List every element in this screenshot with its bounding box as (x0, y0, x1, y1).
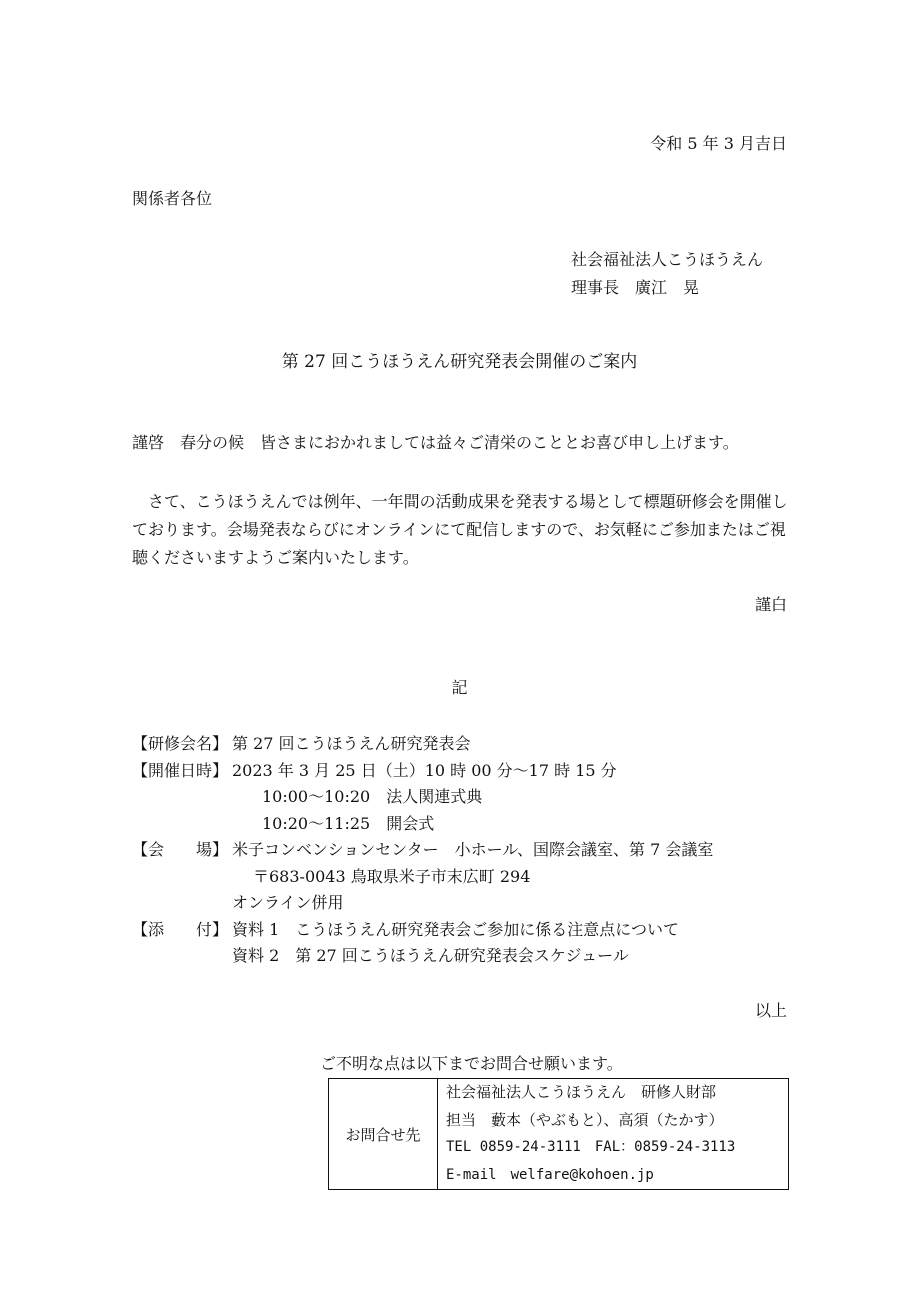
contact-phone: TEL 0859-24-3111 FAL：0859-24-3113 (446, 1139, 736, 1155)
event-name-label: 【研修会名】 (132, 734, 229, 753)
ijo-closing: 以上 (754, 1001, 787, 1020)
event-datetime-value: 2023 年 3 月 25 日（土）10 時 00 分～17 時 15 分 (232, 760, 617, 780)
sender-block (571, 246, 763, 302)
venue-online: オンライン併用 (232, 893, 344, 912)
document-date: 令和 5 年 3 月吉日 (650, 134, 787, 153)
venue-label: 【会 場】 (132, 840, 229, 859)
attachment-row (132, 917, 713, 944)
contact-organization: 社会福祉法人こうほうえん 研修人財部 (446, 1083, 717, 1101)
schedule-item: 10:20～11:25 開会式 (262, 813, 435, 833)
document-title: 第 27 回こうほうえん研究発表会開催のご案内 (281, 352, 638, 372)
contact-table (328, 1078, 789, 1190)
ki-heading: 記 (451, 678, 468, 697)
attachment-1: 資料 1 こうほうえん研究発表会ご参加に係る注意点について (232, 919, 679, 939)
sender-person: 理事長 廣江 晃 (571, 278, 700, 297)
closing-word: 謹白 (754, 595, 787, 614)
contact-note: ご不明な点は以下までお問合せ願います。 (320, 1054, 623, 1073)
body-paragraph: さて、こうほうえんでは例年、一年間の活動成果を発表する場として標題研修会を開催しております。会場発表ならびにオンラインにて配信しますので、お気軽にご参加またはご視聴くださいますようご案内いたします。 (132, 492, 788, 567)
contact-info (438, 1079, 789, 1190)
sender-organization: 社会福祉法人こうほうえん (571, 250, 764, 269)
event-name-row (132, 731, 713, 758)
addressee: 関係者各位 (132, 189, 213, 208)
event-datetime-label: 【開催日時】 (132, 760, 229, 780)
greeting-paragraph: 謹啓 春分の候 皆さまにおかれましては益々ご清栄のこととお喜び申し上げます。 (132, 433, 739, 452)
contact-header: お問合せ先 (329, 1079, 438, 1190)
venue-value: 米子コンベンションセンター 小ホール、国際会議室、第 7 会議室 (232, 840, 714, 859)
contact-persons: 担当 藪本（やぶもと）、高須（たかす） (446, 1110, 724, 1129)
schedule-item: 10:00～10:20 法人関連式典 (262, 787, 483, 806)
event-datetime-row (132, 758, 713, 785)
venue-address: 〒683-0043 鳥取県米子市末広町 294 (253, 866, 531, 886)
attachment-label: 【添 付】 (132, 919, 229, 939)
attachment-2: 資料 2 第 27 回こうほうえん研究発表会スケジュール (232, 946, 629, 965)
event-name-value: 第 27 回こうほうえん研究発表会 (232, 734, 471, 753)
details-section (132, 731, 713, 970)
contact-email: E-mail welfare@kohoen.jp (446, 1166, 654, 1183)
venue-row (132, 837, 713, 864)
